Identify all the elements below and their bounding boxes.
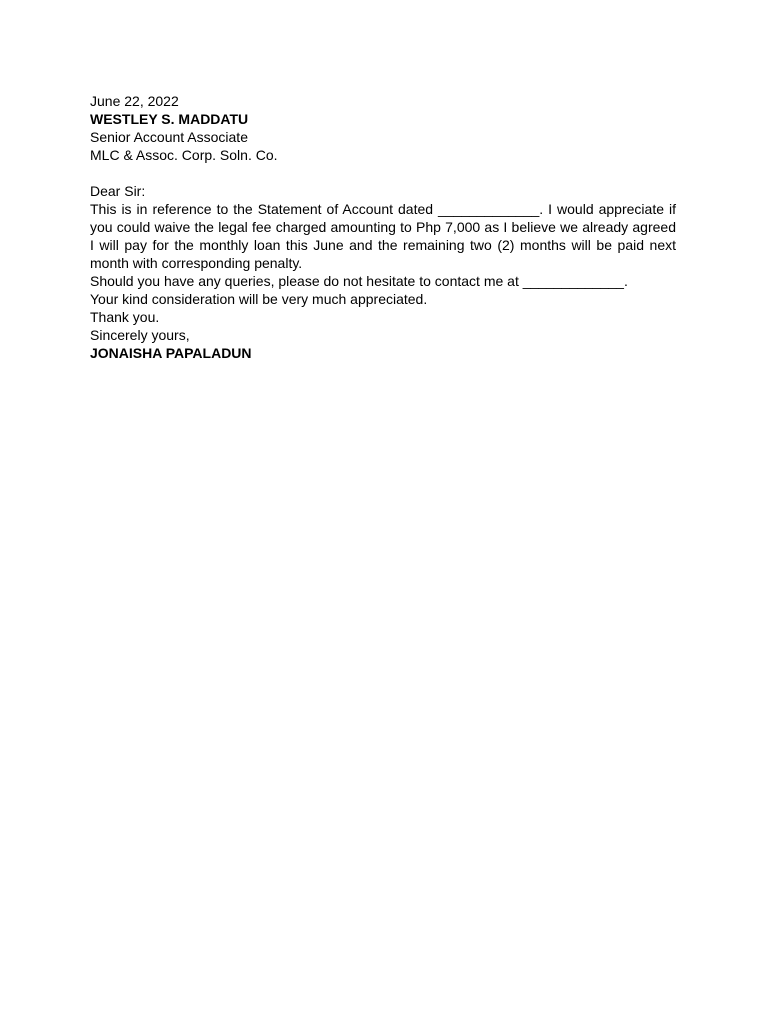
thank-you-line: Thank you. <box>90 309 160 325</box>
recipient-name: WESTLEY S. MADDATU <box>90 111 249 127</box>
paragraph-consideration: Your kind consideration will be very much appreciated. <box>90 291 428 307</box>
recipient-title: Senior Account Associate <box>90 129 248 145</box>
recipient-company: MLC & Assoc. Corp. Soln. Co. <box>90 147 278 163</box>
recipient-block <box>90 110 676 164</box>
signature-name: JONAISHA PAPALADUN <box>90 345 252 361</box>
closing-line: Sincerely yours, <box>90 327 190 343</box>
paragraph-statement-reference: This is in reference to the Statement of Account dated _____________. I would appreciate if you could waive the legal fee charged amounting to Php 7,000 as I believe we already agreed I will pay for the monthly loan this June and the remaining two (2) months will be paid next month with corresponding penalty. <box>90 201 676 271</box>
letter-body <box>90 92 676 362</box>
letter-date: June 22, 2022 <box>90 93 179 109</box>
salutation: Dear Sir: <box>90 183 146 199</box>
paragraph-contact: Should you have any queries, please do not hesitate to contact me at _____________. <box>90 273 628 289</box>
